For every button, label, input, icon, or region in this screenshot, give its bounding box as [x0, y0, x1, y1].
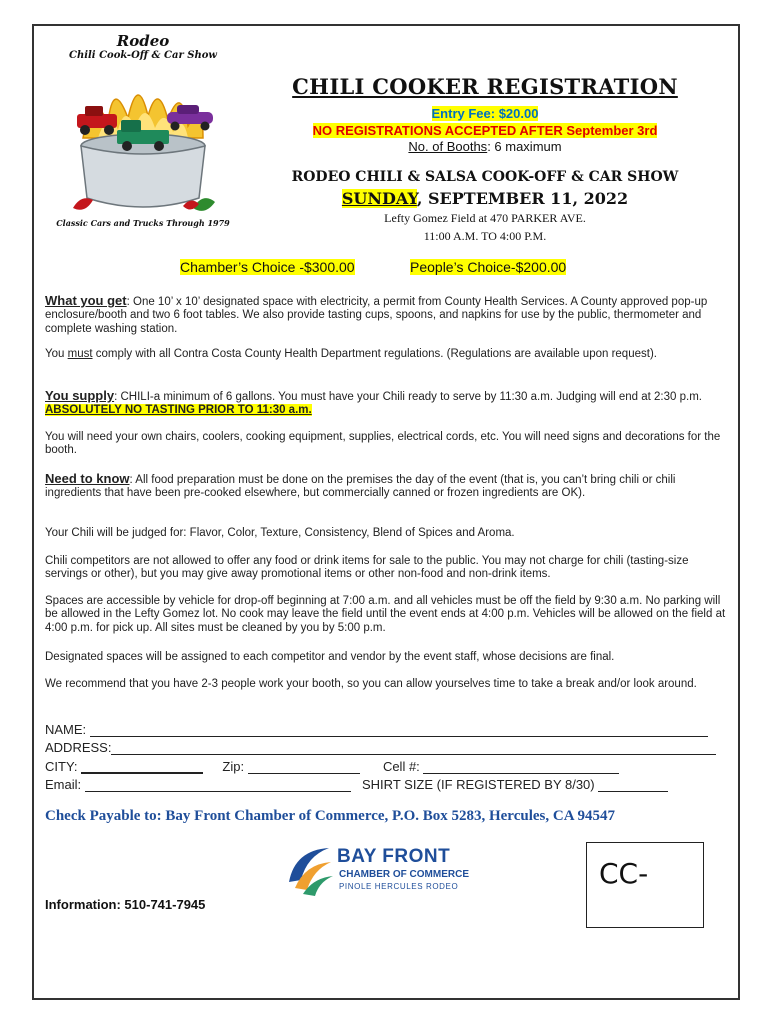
no-sales-paragraph: Chili competitors are not allowed to offer any food or drink items for sale to the public. You may not charge for chili (tasting-size servings or other), but you may give away promotional items or other non-food and non-drink items. — [45, 555, 689, 581]
event-venue: Lefty Gomez Field at 470 PARKER AVE. — [384, 211, 586, 225]
event-date-text: , SEPTEMBER 11, 2022 — [416, 189, 629, 208]
logo-title: Rodeo — [116, 32, 170, 50]
address-input-line[interactable] — [111, 743, 716, 755]
name-field-row — [45, 722, 708, 737]
email-input-line[interactable] — [85, 780, 351, 792]
chili-pot-illustration-icon — [63, 68, 223, 218]
address-label: ADDRESS: — [45, 740, 112, 755]
need-to-know-label: Need to know — [45, 471, 130, 486]
need-to-know-paragraph — [45, 472, 730, 501]
logo-subtitle: Chili Cook-Off & Car Show — [68, 50, 217, 61]
chambers-choice-prize — [180, 259, 355, 275]
space-assignment-paragraph: Designated spaces will be assigned to each competitor and vendor by the event staff, whose decisions are final. — [45, 651, 615, 663]
bay-front-cities: PINOLE HERCULES RODEO — [339, 882, 459, 891]
cell-input-line[interactable] — [423, 762, 619, 774]
zip-input-line[interactable] — [248, 762, 360, 774]
event-name: RODEO CHILI & SALSA COOK-OFF & CAR SHOW — [291, 169, 679, 185]
booths-info — [250, 139, 720, 154]
email-shirt-row — [45, 777, 668, 792]
shirt-size-label: SHIRT SIZE (IF REGISTERED BY 8/30) — [362, 777, 595, 792]
address-field-row — [45, 740, 716, 755]
what-you-get-label: What you get — [45, 293, 127, 308]
rodeo-chili-logo — [48, 30, 238, 245]
bay-front-swoosh-icon — [285, 842, 335, 898]
must-word: must — [67, 348, 93, 360]
bay-front-chamber-logo — [285, 840, 495, 900]
what-you-get-paragraph — [45, 294, 730, 336]
booths-value: : 6 maximum — [487, 139, 562, 154]
name-label: NAME: — [45, 722, 87, 737]
city-label: CITY: — [45, 759, 78, 774]
must-text: comply with all Contra Costa County Health Department regulations. (Regulations are available upon request). — [92, 348, 657, 360]
judging-criteria-paragraph: Your Chili will be judged for: Flavor, Color, Texture, Consistency, Blend of Spices and Aroma. — [45, 527, 515, 539]
vehicle-access-paragraph: Spaces are accessible by vehicle for drop-off beginning at 7:00 a.m. and all vehicles must be off the field by 9:30 a.m. No parking will be allowed in the Lefty Gomez lot. No cook may leave the field until the event ends at 4:00 p.m. Vehicles will be allowed on the field at 4:00 p.m. for pick up. All sites must be cleaned by you by 5:00 p.m. — [45, 595, 726, 634]
cc-label: CC- — [599, 857, 649, 890]
entry-fee-text: Entry Fee: $20.00 — [431, 106, 539, 121]
chambers-choice-text: Chamber’s Choice -$300.00 — [180, 259, 355, 275]
booths-label: No. of Booths — [408, 139, 488, 154]
booth-staffing-paragraph: We recommend that you have 2-3 people work your booth, so you can allow yourselves time to take a break and/or look around. — [45, 678, 697, 690]
cc-number-box — [586, 842, 704, 928]
event-day: SUNDAY — [341, 189, 417, 208]
bay-front-name: BAY FRONT — [337, 846, 451, 867]
event-date — [250, 189, 720, 208]
must-comply-paragraph — [45, 348, 730, 361]
registration-deadline — [250, 123, 720, 138]
registration-deadline-text: NO REGISTRATIONS ACCEPTED AFTER September 3rd — [312, 123, 658, 138]
page-title: CHILI COOKER REGISTRATION — [292, 74, 678, 99]
zip-label: Zip: — [222, 759, 245, 774]
own-equipment-paragraph: You will need your own chairs, coolers, cooking equipment, supplies, electrical cords, etc. You will need signs and decorations for the booth. — [45, 431, 721, 457]
check-payable-note: Check Payable to: Bay Front Chamber of Commerce, P.O. Box 5283, Hercules, CA 94547 — [45, 808, 615, 824]
information-phone: Information: 510-741-7945 — [45, 897, 206, 912]
entry-fee — [250, 106, 720, 121]
need-to-know-text: : All food preparation must be done on the premises the day of the event (that is, you can’t bring chili or chili ingredients that have been pre-cooked elsewhere, but commercially canned or frozen ingredients are OK). — [45, 474, 676, 500]
cell-label: Cell #: — [382, 759, 420, 774]
peoples-choice-text: People’s Choice-$200.00 — [410, 259, 567, 275]
you-supply-paragraph — [45, 389, 730, 418]
you-supply-label: You supply — [45, 388, 115, 403]
city-input-line[interactable] — [81, 762, 203, 774]
peoples-choice-prize — [410, 259, 566, 275]
name-input-line[interactable] — [90, 725, 708, 737]
city-zip-cell-row — [45, 759, 619, 774]
what-you-get-text: : One 10’ x 10’ designated space with electricity, a permit from County Health Services. A County approved pop-up enclosure/booth and two 6 foot tables. We also provide tasting cups, spoons, and napkins for use by the public, thermometer and complete washing station. — [45, 296, 708, 335]
event-time: 11:00 A.M. TO 4:00 P.M. — [423, 229, 547, 243]
shirt-size-input-line[interactable] — [598, 780, 668, 792]
you-supply-text: : CHILI-a minimum of 6 gallons. You must have your Chili ready to serve by 11:30 a.m. Judging will end at 2:30 p.m. — [114, 391, 702, 403]
email-label: Email: — [45, 777, 82, 792]
bay-front-subtitle: CHAMBER OF COMMERCE — [339, 869, 469, 880]
must-pre: You — [45, 348, 68, 360]
no-tasting-warning: ABSOLUTELY NO TASTING PRIOR TO 11:30 a.m. — [45, 404, 312, 417]
logo-footer: Classic Cars and Trucks Through 1979 — [56, 218, 230, 228]
